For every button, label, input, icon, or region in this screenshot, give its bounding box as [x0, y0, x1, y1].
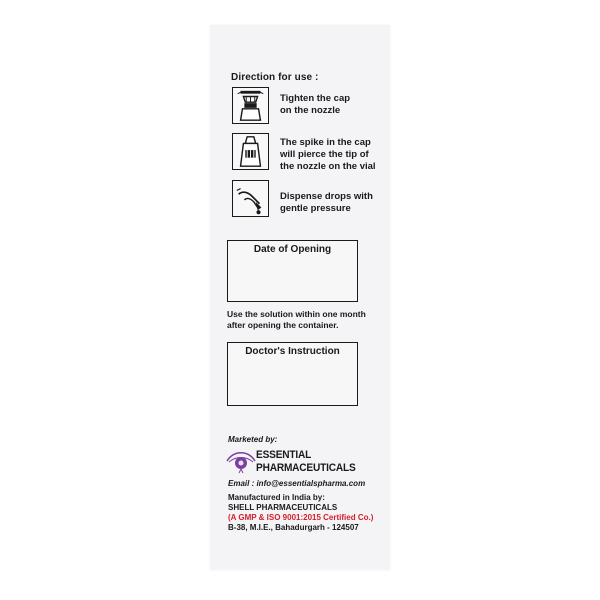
- step-3-text: Dispense drops with gentle pressure: [280, 191, 373, 214]
- manufacturer-label: Manufactured in India by:: [228, 493, 325, 502]
- brand-name-line1: ESSENTIAL: [256, 449, 312, 461]
- marketer-email: Email : info@essentialspharma.com: [228, 479, 366, 488]
- date-of-opening-box: [227, 240, 358, 302]
- doctors-instruction-title: Doctor's Instruction: [245, 346, 340, 357]
- marketed-by-label: Marketed by:: [228, 435, 278, 444]
- step-2-text: The spike in the cap will pierce the tip of the nozzle on the vial: [280, 137, 376, 172]
- spike-in-cap-icon: [232, 133, 269, 170]
- dispense-drops-icon: [232, 180, 269, 217]
- date-of-opening-title: Date of Opening: [253, 244, 332, 255]
- brand-name-line2: PHARMACEUTICALS: [256, 462, 356, 474]
- cap-on-nozzle-icon: [232, 87, 269, 124]
- manufacturer-address: B-38, M.I.E., Bahadurgarh - 124507: [228, 523, 359, 532]
- step-1-text: Tighten the cap on the nozzle: [280, 93, 351, 116]
- directions-heading: Direction for use :: [231, 72, 319, 83]
- doctors-instruction-box: [227, 342, 358, 406]
- essential-pharma-logo-icon: [226, 447, 256, 473]
- product-label-panel: [210, 25, 390, 570]
- manufacturer-name: SHELL PHARMACEUTICALS: [228, 503, 338, 512]
- manufacturer-certification: (A GMP & ISO 9001:2015 Certified Co.): [228, 513, 374, 522]
- usage-note: Use the solution within one month after opening the container.: [227, 309, 366, 330]
